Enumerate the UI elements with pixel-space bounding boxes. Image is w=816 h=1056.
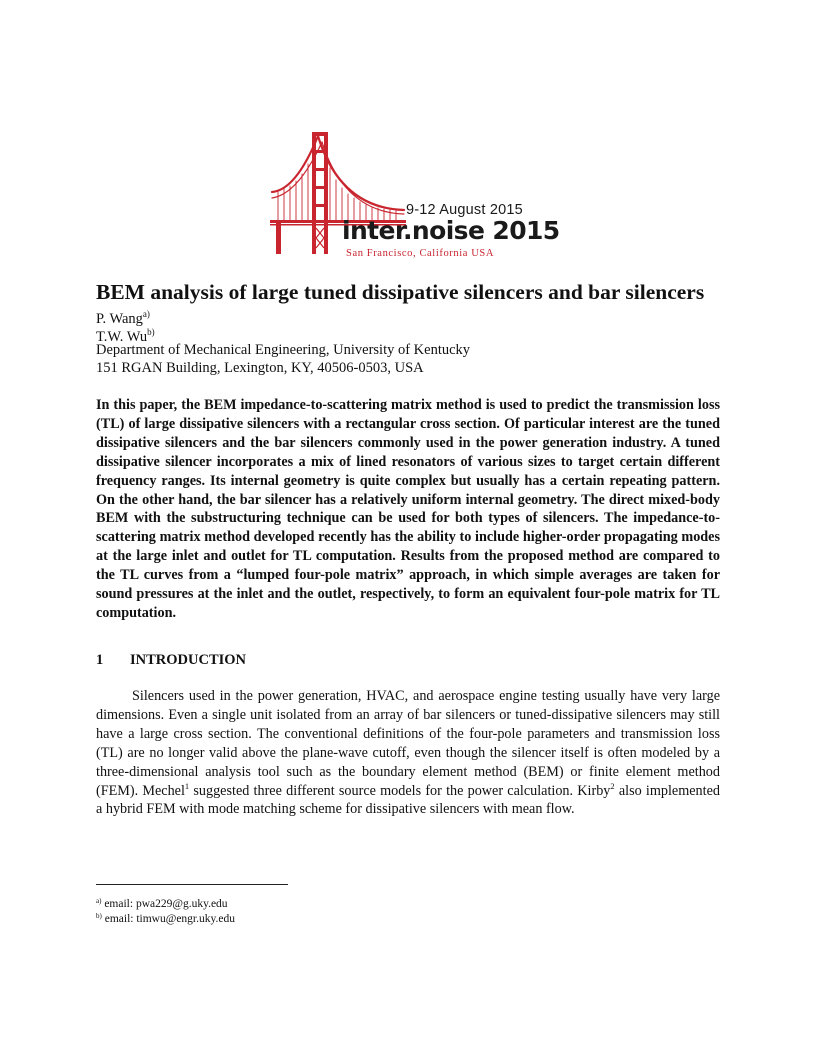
address: 151 RGAN Building, Lexington, KY, 40506-0503, USA [96, 360, 424, 376]
author-name: P. Wang [96, 311, 143, 327]
footnote-email: email: pwa229@g.uky.edu [101, 898, 228, 910]
intro-text-1: Silencers used in the power generation, HVAC, and aerospace engine testing usually have very large dimensions. Even a single unit isolated from an array of bar silencers or tuned-dissipative silencers may still have a large cross section. The conventional definitions of the four-pole parameters and transmission loss (TL) are no longer valid above the plane-wave cutoff, even though the silencer itself is often modeled by a three-dimensional analysis tool such as the boundary element method (BEM) or finite element method (FEM). Mechel [96, 688, 720, 799]
citation-ref: 1 [184, 780, 190, 791]
section-number: 1 [96, 652, 104, 668]
conference-logo [270, 128, 560, 268]
affiliation: Department of Mechanical Engineering, University of Kentucky [96, 342, 471, 358]
conference-name: inter.noise 2015 [342, 216, 560, 245]
footnote-divider [96, 884, 288, 885]
section-heading [96, 652, 246, 669]
footnote-email: email: timwu@engr.uky.edu [101, 913, 235, 925]
conference-date: 9-12 August 2015 [406, 202, 523, 218]
abstract: In this paper, the BEM impedance-to-scattering matrix method is used to predict the transmission loss (TL) of large dissipative silencers with a rectangular cross section. Of particular interest are the tuned dissipative silencers and the bar silencers commonly used in the power generation industry. A tuned dissipative silencer incorporates a mix of lined resonators of various sizes to target certain different frequency ranges. Its internal geometry is quite complex but usually has a certain repeating pattern. On the other hand, the bar silencer has a relatively uniform internal geometry. The direct mixed-body BEM with the substructuring technique can be used for both types of silencers. The impedance-to-scattering matrix method developed recently has the ability to include higher-order propagating modes at the large inlet and outlet for TL computation. Results from the proposed method are compared to the TL curves from a “lumped four-pole matrix” approach, in which simple averages are taken for sound pressures at the inlet and the outlet, respectively, to form an equivalent four-pole matrix for TL computation. [96, 397, 720, 621]
intro-text-2: suggested three different source models for the power calculation. Kirby [189, 782, 611, 799]
footnote-mark: b) [96, 912, 102, 920]
conference-location: San Francisco, California USA [346, 248, 495, 259]
golden-gate-bridge-icon [270, 128, 550, 268]
section-title: INTRODUCTION [130, 652, 247, 668]
footnote-mark: a) [96, 897, 102, 905]
citation-ref: 2 [610, 780, 615, 791]
intro-paragraph [96, 687, 720, 819]
footnote-b [96, 909, 235, 926]
author-name: T.W. Wu [96, 329, 148, 345]
paper-title: BEM analysis of large tuned dissipative silencers and bar silencers [96, 280, 705, 304]
intro-text-3: also implemented a hybrid FEM with mode matching scheme for dissipative silencers with mean flow. [96, 782, 720, 818]
author-mark: b) [147, 327, 155, 337]
author-mark: a) [142, 309, 150, 319]
